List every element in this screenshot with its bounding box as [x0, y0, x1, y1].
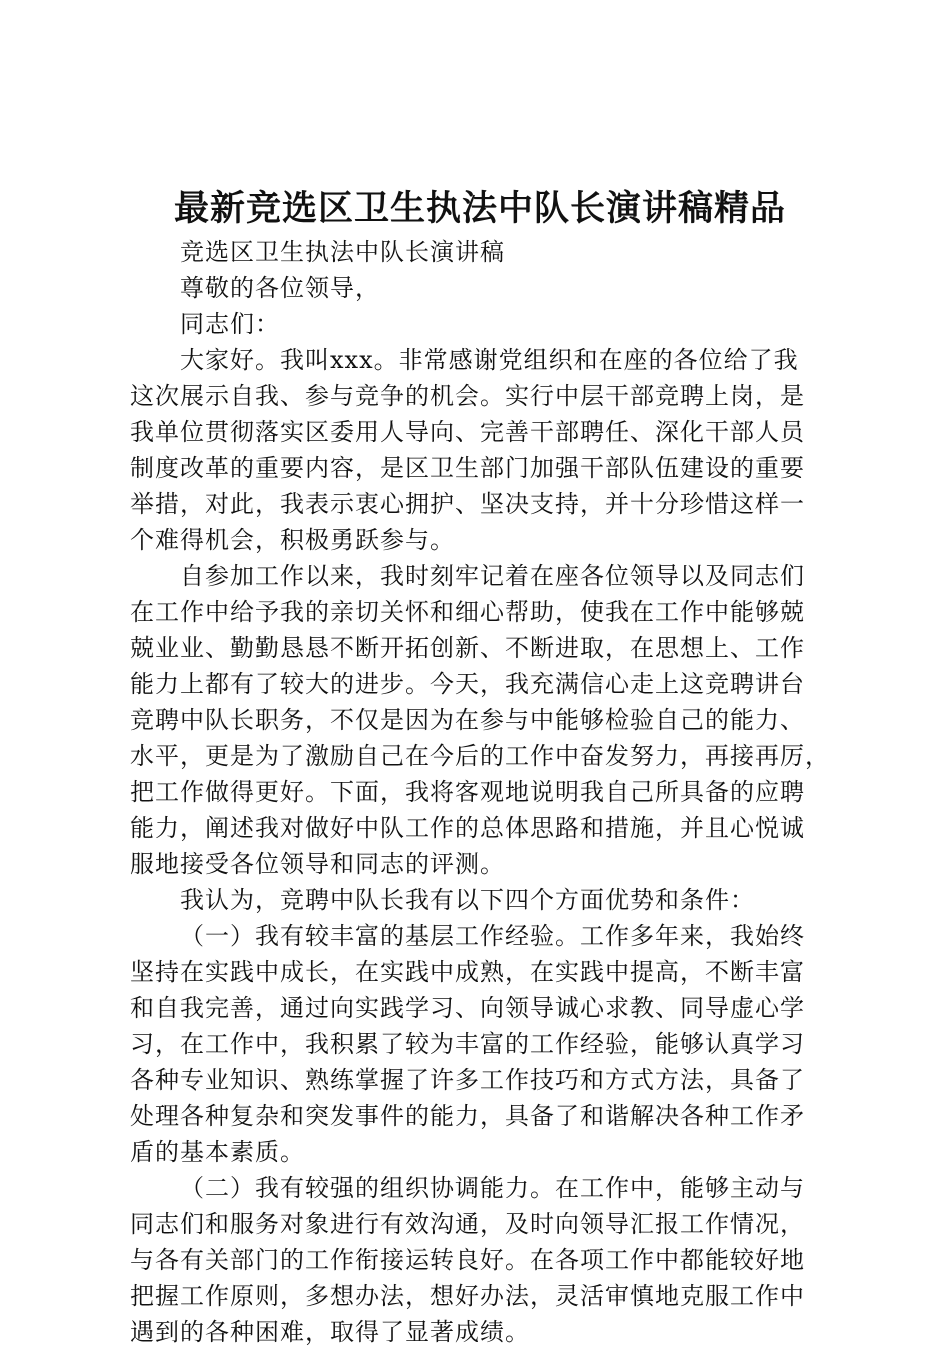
body-line: 同志们和服务对象进行有效沟通，及时向领导汇报工作情况， — [130, 1210, 805, 1238]
body-line: 把握工作原则，多想办法，想好办法，灵活审慎地克服工作中 — [130, 1282, 805, 1310]
body-line: 举措，对此，我表示衷心拥护、坚决支持，并十分珍惜这样一 — [130, 490, 805, 518]
body-line: 制度改革的重要内容，是区卫生部门加强干部队伍建设的重要 — [130, 454, 805, 482]
body-line: 同志们： — [180, 310, 280, 338]
body-line: （二）我有较强的组织协调能力。在工作中，能够主动与 — [180, 1174, 805, 1202]
body-line: 能力，阐述我对做好中队工作的总体思路和措施，并且心悦诚 — [130, 814, 805, 842]
body-line: 遇到的各种困难，取得了显著成绩。 — [130, 1318, 530, 1346]
body-line: 兢业业、勤勤恳恳不断开拓创新、不断进取，在思想上、工作 — [130, 634, 805, 662]
body-line: 尊敬的各位领导， — [180, 274, 380, 302]
body-line: 各种专业知识、熟练掌握了许多工作技巧和方式方法，具备了 — [130, 1066, 805, 1094]
body-line: 大家好。我叫xxx。非常感谢党组织和在座的各位给了我 — [180, 346, 799, 374]
body-line: 习，在工作中，我积累了较为丰富的工作经验，能够认真学习 — [130, 1030, 805, 1058]
body-line: 在工作中给予我的亲切关怀和细心帮助，使我在工作中能够兢 — [130, 598, 805, 626]
body-line: 我认为，竞聘中队长我有以下四个方面优势和条件： — [180, 886, 755, 914]
body-line: 坚持在实践中成长，在实践中成熟，在实践中提高，不断丰富 — [130, 958, 805, 986]
body-line: 和自我完善，通过向实践学习、向领导诚心求教、同导虚心学 — [130, 994, 805, 1022]
body-line: 水平，更是为了激励自己在今后的工作中奋发努力，再接再厉， — [130, 742, 830, 770]
body-line: 与各有关部门的工作衔接运转良好。在各项工作中都能较好地 — [130, 1246, 805, 1274]
body-line: 能力上都有了较大的进步。今天，我充满信心走上这竞聘讲台 — [130, 670, 805, 698]
body-line: 竞选区卫生执法中队长演讲稿 — [180, 238, 505, 266]
body-line: 处理各种复杂和突发事件的能力，具备了和谐解决各种工作矛 — [130, 1102, 805, 1130]
body-line: （一）我有较丰富的基层工作经验。工作多年来，我始终 — [180, 922, 805, 950]
body-line: 把工作做得更好。下面，我将客观地说明我自己所具备的应聘 — [130, 778, 805, 806]
body-line: 我单位贯彻落实区委用人导向、完善干部聘任、深化干部人员 — [130, 418, 805, 446]
document-title: 最新竞选区卫生执法中队长演讲稿精品 — [173, 189, 786, 229]
body-line: 个难得机会，积极勇跃参与。 — [130, 526, 455, 554]
body-line: 盾的基本素质。 — [130, 1138, 305, 1166]
body-line: 自参加工作以来，我时刻牢记着在座各位领导以及同志们 — [180, 562, 805, 590]
body-line: 服地接受各位领导和同志的评测。 — [130, 850, 505, 878]
body-line: 竞聘中队长职务，不仅是因为在参与中能够检验自己的能力、 — [130, 706, 805, 734]
document-body — [130, 234, 835, 1350]
body-line: 这次展示自我、参与竞争的机会。实行中层干部竞聘上岗，是 — [130, 382, 805, 410]
